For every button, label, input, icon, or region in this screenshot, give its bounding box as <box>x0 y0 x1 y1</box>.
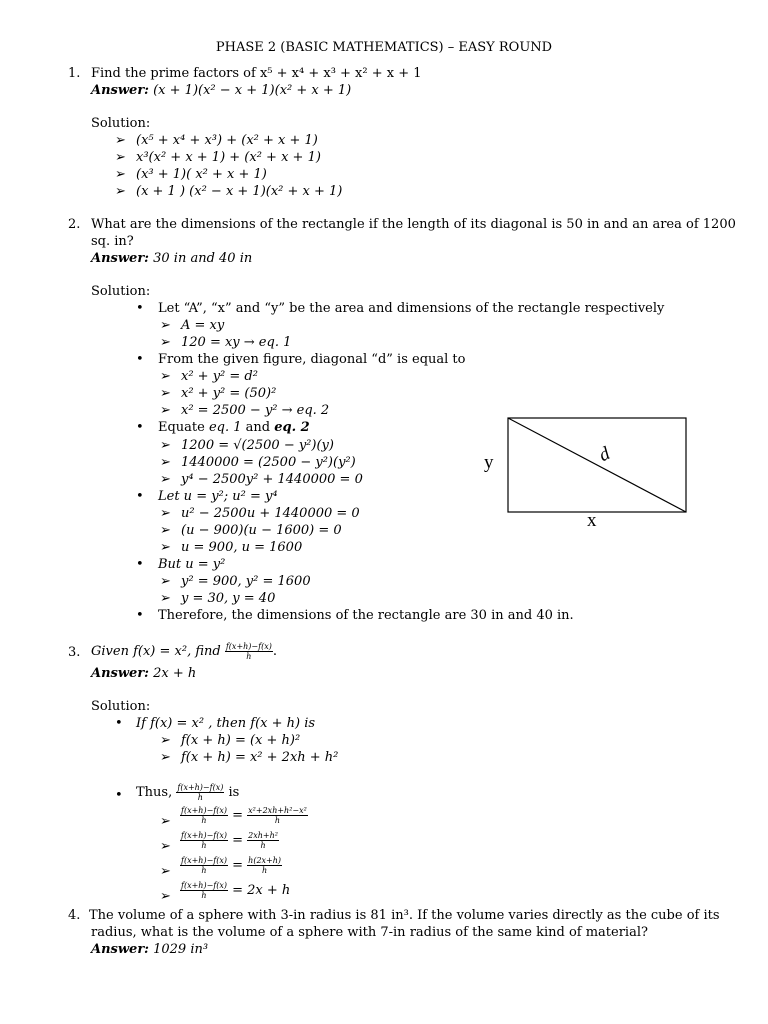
q2-b1-step-1: A = xy <box>181 318 225 333</box>
q2-b5-step-2: y = 30, y = 40 <box>181 591 276 606</box>
arrow-icon: ➢ <box>160 733 171 748</box>
fraction-numerator: f(x+h)−f(x) <box>181 831 227 840</box>
q3-thus-step-3: $\frac{f(x+h)-f(x)}{h}$ = $\frac{h(2x+h)}{h}$ <box>181 856 282 875</box>
rhs-numerator: x²+2xh+h²−x² <box>248 806 307 815</box>
fraction-denominator: h <box>201 891 207 900</box>
rhs-denominator: h <box>260 841 266 850</box>
q2-b5-step-1: y² = 900, y² = 1600 <box>181 574 311 589</box>
fraction-numerator: f(x+h)−f(x) <box>181 881 227 890</box>
rhs-numerator: 2xh+h² <box>248 831 278 840</box>
q1-step-1: (x⁵ + x⁴ + x³) + (x² + x + 1) <box>136 133 318 148</box>
answer-value: 1029 in³ <box>153 942 209 957</box>
q2-b4-step-3: u = 900, u = 1600 <box>181 540 303 555</box>
q2-b4-step-2: (u − 900)(u − 1600) = 0 <box>181 523 342 538</box>
fraction-numerator: f(x+h)−f(x) <box>177 783 224 792</box>
q3-bullet-1: If f(x) = x² , then f(x + h) is <box>136 716 316 731</box>
bullet-icon: • <box>136 489 144 504</box>
arrow-icon: ➢ <box>160 506 171 521</box>
bullet-icon: • <box>115 788 123 803</box>
bullet-icon: • <box>136 557 144 572</box>
label-x: x <box>587 510 597 531</box>
arrow-icon: ➢ <box>160 591 171 606</box>
solution-label-1: Solution: <box>91 116 151 131</box>
arrow-icon: ➢ <box>160 814 171 829</box>
arrow-icon: ➢ <box>160 540 171 555</box>
question-number-2: 2. <box>68 217 81 232</box>
solution-label-2: Solution: <box>91 284 151 299</box>
fraction-numerator: f(x+h)−f(x) <box>181 806 227 815</box>
q1-step-3: (x³ + 1)( x² + x + 1) <box>136 167 267 182</box>
question-4-line-2: radius, what is the volume of a sphere with 7-in radius of the same kind of material? <box>91 925 648 940</box>
arrow-icon: ➢ <box>115 167 126 182</box>
fraction-denominator: h <box>201 866 207 875</box>
arrow-icon: ➢ <box>115 150 126 165</box>
answer-value: 30 in and 40 in <box>153 251 253 266</box>
arrow-icon: ➢ <box>160 889 171 904</box>
question-number-4: 4. <box>68 908 81 923</box>
diagonal-line <box>508 418 686 512</box>
answer-label: Answer: <box>91 942 149 957</box>
label-y: y <box>484 452 494 473</box>
arrow-icon: ➢ <box>160 523 171 538</box>
q3-thus-step-2: $\frac{f(x+h)-f(x)}{h}$ = $\frac{\text{2xh+h²}}{h}$ <box>181 831 278 850</box>
q3-period: . <box>272 644 277 659</box>
bullet-icon: • <box>136 301 144 316</box>
arrow-icon: ➢ <box>160 438 171 453</box>
equate-prefix: Equate <box>158 420 209 435</box>
fraction-numerator: f(x+h)−f(x) <box>225 642 272 651</box>
arrow-icon: ➢ <box>160 318 171 333</box>
fraction-denominator: h <box>201 816 207 825</box>
q2-bullet-5: But u = y² <box>158 557 226 572</box>
q2-b3-step-1: 1200 = √(2500 − y²)(y) <box>181 438 334 453</box>
q3-thus-step-4 <box>180 880 290 902</box>
q2-b1-step-2: 120 = xy → eq. 1 <box>181 335 292 350</box>
arrow-icon: ➢ <box>160 864 171 879</box>
q3-b1-step-1: f(x + h) = (x + h)² <box>181 733 301 748</box>
answer-1 <box>91 83 351 99</box>
q2-b3-step-3: y⁴ − 2500y² + 1440000 = 0 <box>181 472 363 487</box>
answer-label: Answer: <box>91 83 149 98</box>
q2-bullet-1: Let “A”, “x” and “y” be the area and dimensions of the rectangle respectively <box>158 301 665 316</box>
fraction-numerator: f(x+h)−f(x) <box>181 856 227 865</box>
answer-label: Answer: <box>91 251 149 266</box>
equate-and: and <box>241 420 275 435</box>
question-3-text <box>91 641 277 663</box>
answer-value: 2x + h <box>153 666 197 681</box>
answer-2 <box>91 251 252 267</box>
bullet-icon: • <box>136 420 144 435</box>
q3-thus-step-1: $\frac{f(x+h)-f(x)}{h}$ = $\frac{\text{x²+2xh+h²−x²}}{h}$ <box>181 806 307 825</box>
arrow-icon: ➢ <box>160 386 171 401</box>
answer-4 <box>91 942 208 958</box>
arrow-icon: ➢ <box>160 369 171 384</box>
arrow-icon: ➢ <box>115 184 126 199</box>
rectangle-figure <box>484 408 694 532</box>
final-result: = 2x + h <box>232 883 291 898</box>
question-2-line-1: What are the dimensions of the rectangle if the length of its diagonal is 50 in and an area of 1200 <box>91 217 736 232</box>
q2-bullet-4: Let u = y²; u² = y⁴ <box>158 489 278 504</box>
q1-step-4: (x + 1 ) (x² − x + 1)(x² + x + 1) <box>136 184 343 199</box>
question-4-line-1: The volume of a sphere with 3-in radius is 81 in³. If the volume varies directly as the cube of its <box>89 908 720 923</box>
answer-value: (x + 1)(x² − x + 1)(x² + x + 1) <box>153 83 352 98</box>
bullet-icon: • <box>136 352 144 367</box>
arrow-icon: ➢ <box>160 574 171 589</box>
arrow-icon: ➢ <box>160 335 171 350</box>
q3-b1-step-2: f(x + h) = x² + 2xh + h² <box>181 750 339 765</box>
question-number-1: 1. <box>68 66 81 81</box>
question-number-3: 3. <box>68 645 81 660</box>
arrow-icon: ➢ <box>160 750 171 765</box>
q2-b2-step-2: x² + y² = (50)² <box>181 386 277 401</box>
label-d: d <box>595 443 614 467</box>
q2-b2-step-3: x² = 2500 − y² → eq. 2 <box>181 403 330 418</box>
bullet-icon: • <box>136 608 144 623</box>
is-label: is <box>224 785 240 800</box>
eq1-ref: eq. 1 <box>208 420 242 435</box>
q3-bullet-2 <box>136 782 239 804</box>
arrow-icon: ➢ <box>160 839 171 854</box>
fraction-denominator: h <box>246 652 252 661</box>
q3-fraction <box>225 642 273 661</box>
eq2-ref: eq. 2 <box>274 420 310 435</box>
q3-given: Given f(x) = x², find <box>91 644 225 659</box>
rhs-denominator: h <box>262 866 268 875</box>
arrow-icon: ➢ <box>115 133 126 148</box>
q2-b3-step-2: 1440000 = (2500 − y²)(y²) <box>181 455 356 470</box>
rhs-numerator: h(2x+h) <box>248 856 282 865</box>
bullet-icon: • <box>115 716 123 731</box>
q2-bullet-3 <box>158 420 310 436</box>
rhs-denominator: h <box>274 816 281 825</box>
answer-3 <box>91 666 196 682</box>
question-1-text: Find the prime factors of x⁵ + x⁴ + x³ + x² + x + 1 <box>91 66 422 81</box>
q1-step-2: x³(x² + x + 1) + (x² + x + 1) <box>136 150 321 165</box>
arrow-icon: ➢ <box>160 472 171 487</box>
arrow-icon: ➢ <box>160 403 171 418</box>
q2-b2-step-1: x² + y² = d² <box>181 369 258 384</box>
arrow-icon: ➢ <box>160 455 171 470</box>
answer-label: Answer: <box>91 666 149 681</box>
thus-fraction <box>176 783 224 802</box>
question-2-line-2: sq. in? <box>91 234 134 249</box>
fraction-denominator: h <box>201 841 207 850</box>
q2-bullet-6: Therefore, the dimensions of the rectangle are 30 in and 40 in. <box>158 608 574 623</box>
q2-bullet-2: From the given figure, diagonal “d” is equal to <box>158 352 466 367</box>
solution-label-3: Solution: <box>91 699 151 714</box>
q2-b4-step-1: u² − 2500u + 1440000 = 0 <box>181 506 360 521</box>
page-title: PHASE 2 (BASIC MATHEMATICS) – EASY ROUND <box>215 40 553 55</box>
fraction-denominator: h <box>197 793 203 802</box>
thus-label: Thus, <box>136 785 177 800</box>
